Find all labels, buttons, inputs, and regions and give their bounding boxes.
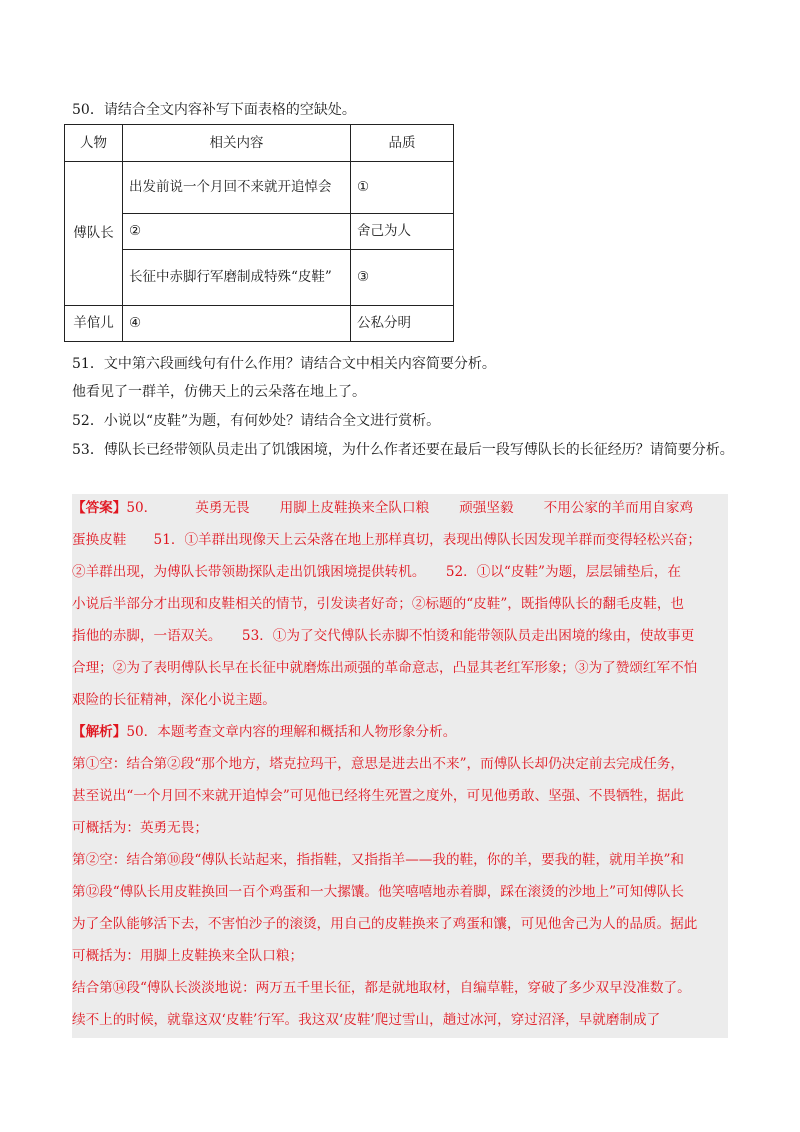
cell-quality: ① <box>351 162 454 214</box>
analysis-line: 第⑫段“傅队长用皮鞋换回一百个鸡蛋和一大摞馕。他笑嘻嘻地赤着脚，踩在滚烫的沙地上”可知傅队长 <box>72 884 685 900</box>
analysis-line: 可概括为：英勇无畏； <box>72 820 208 836</box>
analysis-line: 续不上的时候，就靠这双‘皮鞋’行军。我这双‘皮鞋’爬过雪山，趟过冰河，穿过沼泽，早就磨制成了 <box>72 1012 661 1028</box>
answer-line-50 <box>72 498 693 518</box>
answer-tag: 【答案】 <box>72 500 127 516</box>
answer-block <box>72 494 728 1038</box>
cell-content: ④ <box>123 306 351 342</box>
answer-table <box>64 124 454 342</box>
cell-quality: 公私分明 <box>351 306 454 342</box>
question-51: 51．文中第六段画线句有什么作用？请结合文中相关内容简要分析。 <box>72 356 496 372</box>
answer-line: 指他的赤脚，一语双关。 53．①为了交代傅队长赤脚不怕烫和能带领队员走出困境的缘由，使故事更 <box>72 628 695 644</box>
analysis-line <box>72 722 456 742</box>
header-quality: 品质 <box>351 125 454 162</box>
answer-50-1: 英勇无畏 <box>195 500 250 516</box>
cell-quality: ③ <box>351 250 454 306</box>
question-52: 52．小说以“皮鞋”为题，有何妙处？请结合全文进行赏析。 <box>72 413 441 429</box>
analysis-line: 第②空：结合第⑩段“傅队长站起来，指指鞋，又指指羊——我的鞋，你的羊，要我的鞋，就用羊换”和 <box>72 852 685 868</box>
analysis-line: 为了全队能够活下去，不害怕沙子的滚烫，用自己的皮鞋换来了鸡蛋和馕，可见他舍己为人的品质。据此 <box>72 916 698 932</box>
answer-50-2: 用脚上皮鞋换来全队口粮 <box>279 500 430 516</box>
table-header-row <box>65 125 454 162</box>
question-50: 50．请结合全文内容补写下面表格的空缺处。 <box>72 102 356 118</box>
answer-50-3: 顽强坚毅 <box>459 500 514 516</box>
table-row <box>65 306 454 342</box>
header-content: 相关内容 <box>123 125 351 162</box>
analysis-text: 50．本题考查文章内容的理解和概括和人物形象分析。 <box>126 724 457 740</box>
cell-content: 出发前说一个月回不来就开追悼会 <box>123 162 351 214</box>
table-row <box>65 214 454 250</box>
analysis-line: 可概括为：用脚上皮鞋换来全队口粮； <box>72 948 304 964</box>
table-row <box>65 162 454 214</box>
cell-person-fu: 傅队长 <box>65 162 123 306</box>
question-51-quote: 他看见了一群羊，仿佛天上的云朵落在地上了。 <box>72 384 366 400</box>
answer-line: ②羊群出现，为傅队长带领勘探队走出饥饿困境提供转机。 52．①以“皮鞋”为题，层层铺垫后，在 <box>72 564 681 580</box>
answer-line: 艰险的长征精神，深化小说主题。 <box>72 692 276 708</box>
cell-content: 长征中赤脚行军磨制成特殊“皮鞋” <box>123 250 351 306</box>
cell-content: ② <box>123 214 351 250</box>
answer-50-4: 不用公家的羊而用自家鸡 <box>543 500 694 516</box>
question-53: 53．傅队长已经带领队员走出了饥饿困境，为什么作者还要在最后一段写傅队长的长征经历？请简要分析。 <box>72 442 734 458</box>
answer-line: 合理；②为了表明傅队长早在长征中就磨炼出顽强的革命意志，凸显其老红军形象；③为了赞颂红军不怕 <box>72 660 698 676</box>
answer-line: 小说后半部分才出现和皮鞋相关的情节，引发读者好奇；②标题的“皮鞋”，既指傅队长的翻毛皮鞋，也 <box>72 596 685 612</box>
analysis-line: 甚至说出“一个月回不来就开追悼会”可见他已经将生死置之度外，可见他勇敢、坚强、不畏牺牲，据此 <box>72 788 685 804</box>
cell-quality: 舍己为人 <box>351 214 454 250</box>
analysis-line: 第①空：结合第②段“那个地方，塔克拉玛干，意思是进去出不来”，而傅队长却仍决定前去完成任务， <box>72 756 685 772</box>
cell-person-shepherd: 羊倌儿 <box>65 306 123 342</box>
table-row <box>65 250 454 306</box>
analysis-tag: 【解析】 <box>72 724 127 740</box>
answer-50-num: 50． <box>126 500 158 516</box>
answer-line: 蛋换皮鞋 51．①羊群出现像天上云朵落在地上那样真切，表现出傅队长因发现羊群而变得轻松兴奋； <box>72 532 702 548</box>
analysis-line: 结合第⑭段“傅队长淡淡地说：两万五千里长征，都是就地取材，自编草鞋，穿破了多少双早没准数了。 <box>72 980 691 996</box>
header-person: 人物 <box>65 125 123 162</box>
